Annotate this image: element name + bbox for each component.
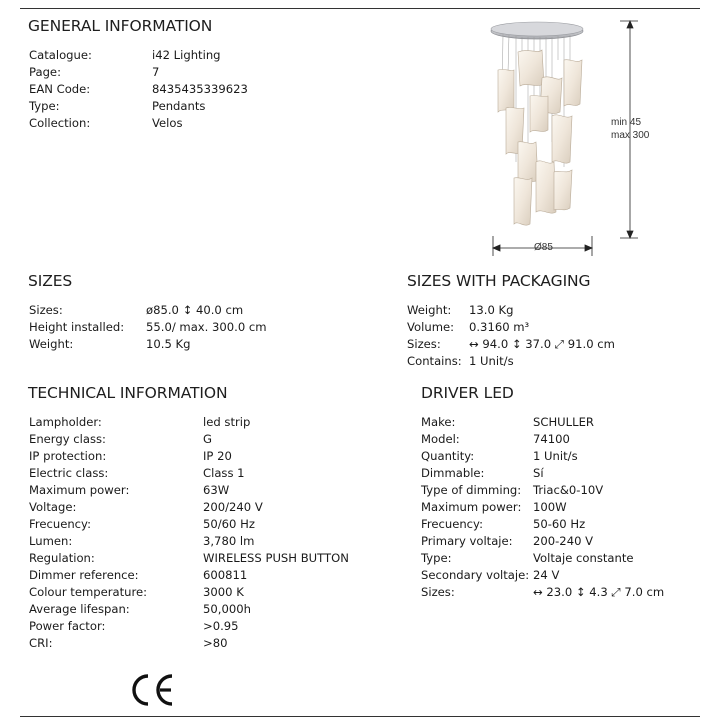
packaging-sizes-list (407, 302, 615, 370)
sizes-value: 55.0/ max. 300.0 cm (146, 320, 267, 334)
driver-row (421, 431, 664, 448)
technical-value: WIRELESS PUSH BUTTON (203, 551, 349, 565)
driver-value: 1 Unit/s (533, 449, 578, 463)
driver-row (421, 567, 664, 584)
driver-row (421, 465, 664, 482)
driver-value: ↔ 23.0 ↕ 4.3 ⤢ 7.0 cm (533, 585, 665, 599)
driver-value: 50-60 Hz (533, 517, 586, 531)
technical-row (29, 550, 349, 567)
technical-value: 200/240 V (203, 500, 263, 514)
technical-row (29, 601, 349, 618)
technical-information-list (29, 414, 349, 652)
technical-value: >0.95 (203, 619, 239, 633)
general-value: Velos (152, 116, 183, 130)
driver-value: Triac&0-10V (533, 483, 604, 497)
packaging-value: 13.0 Kg (469, 303, 514, 317)
packaging-value: ↔ 94.0 ↕ 37.0 ⤢ 91.0 cm (469, 337, 615, 351)
driver-row (421, 533, 664, 550)
sizes-list (29, 302, 267, 353)
technical-row (29, 635, 349, 652)
technical-row (29, 499, 349, 516)
technical-row (29, 482, 349, 499)
technical-value: 600811 (203, 568, 248, 582)
technical-label: Electric class: (29, 466, 109, 480)
technical-label: Regulation: (29, 551, 95, 565)
technical-label: Average lifespan: (29, 602, 130, 616)
technical-value: 3000 K (203, 585, 244, 599)
driver-led-heading: DRIVER LED (421, 384, 514, 402)
technical-value: 3,780 lm (203, 534, 255, 548)
driver-row (421, 550, 664, 567)
sizes-row (29, 319, 267, 336)
technical-value: >80 (203, 636, 228, 650)
technical-label: Lampholder: (29, 415, 102, 429)
driver-label: Quantity: (421, 449, 475, 463)
ce-certification-mark (128, 672, 176, 708)
general-row (29, 47, 248, 64)
driver-value: 74100 (533, 432, 570, 446)
sizes-value: ø85.0 ↕ 40.0 cm (146, 303, 244, 317)
driver-label: Type of dimming: (421, 483, 522, 497)
technical-value: 50/60 Hz (203, 517, 255, 531)
sizes-label: Height installed: (29, 320, 125, 334)
sizes-row (29, 336, 267, 353)
driver-row (421, 482, 664, 499)
sizes-heading: SIZES (28, 272, 73, 290)
technical-label: Voltage: (29, 500, 77, 514)
driver-row (421, 414, 664, 431)
technical-row (29, 465, 349, 482)
packaging-row (407, 336, 615, 353)
driver-row (421, 584, 664, 601)
technical-row (29, 431, 349, 448)
driver-label: Primary voltaje: (421, 534, 513, 548)
driver-row (421, 516, 664, 533)
technical-value: IP 20 (203, 449, 232, 463)
technical-row (29, 448, 349, 465)
canopy (491, 22, 583, 39)
general-value: 8435435339623 (152, 82, 248, 96)
sizes-row (29, 302, 267, 319)
general-row (29, 64, 248, 81)
general-value: i42 Lighting (152, 48, 221, 62)
general-label: EAN Code: (29, 82, 91, 96)
driver-label: Sizes: (421, 585, 455, 599)
driver-label: Secondary voltaje: (421, 568, 530, 582)
general-value: Pendants (152, 99, 206, 113)
general-label: Type: (29, 99, 60, 113)
driver-label: Model: (421, 432, 460, 446)
general-information-heading: GENERAL INFORMATION (28, 17, 213, 35)
general-value: 7 (152, 65, 160, 79)
driver-label: Type: (421, 551, 452, 565)
packaging-label: Sizes: (407, 337, 441, 351)
technical-row (29, 516, 349, 533)
glass-blades (498, 50, 582, 225)
general-information-list (29, 47, 248, 132)
driver-row (421, 499, 664, 516)
driver-row (421, 448, 664, 465)
technical-label: Frecuency: (29, 517, 91, 531)
driver-label: Dimmable: (421, 466, 485, 480)
technical-value: 63W (203, 483, 230, 497)
technical-value: G (203, 432, 212, 446)
technical-row (29, 414, 349, 431)
technical-label: CRI: (29, 636, 53, 650)
technical-label: Energy class: (29, 432, 106, 446)
general-row (29, 81, 248, 98)
bottom-rule (20, 716, 700, 717)
packaging-value: 1 Unit/s (469, 354, 514, 368)
height-min-label: min 45 (611, 117, 642, 128)
general-label: Catalogue: (29, 48, 92, 62)
height-max-label: max 300 (611, 130, 650, 141)
packaging-row (407, 302, 615, 319)
driver-value: 200-240 V (533, 534, 594, 548)
technical-value: 50,000h (203, 602, 251, 616)
driver-label: Make: (421, 415, 456, 429)
general-label: Page: (29, 65, 61, 79)
driver-label: Maximum power: (421, 500, 522, 514)
technical-row (29, 567, 349, 584)
technical-row (29, 618, 349, 635)
technical-value: led strip (203, 415, 251, 429)
packaging-label: Weight: (407, 303, 452, 317)
packaging-label: Contains: (407, 354, 462, 368)
sizes-label: Sizes: (29, 303, 63, 317)
top-rule (20, 8, 700, 9)
technical-label: Lumen: (29, 534, 73, 548)
technical-row (29, 533, 349, 550)
driver-value: 24 V (533, 568, 560, 582)
packaging-row (407, 319, 615, 336)
technical-value: Class 1 (203, 466, 245, 480)
diameter-label: Ø85 (534, 242, 553, 253)
general-label: Collection: (29, 116, 91, 130)
sizes-label: Weight: (29, 337, 74, 351)
technical-label: Dimmer reference: (29, 568, 139, 582)
technical-label: Colour temperature: (29, 585, 148, 599)
packaging-row (407, 353, 615, 370)
driver-led-list (421, 414, 664, 601)
packaging-value: 0.3160 m³ (469, 320, 530, 334)
technical-label: IP protection: (29, 449, 107, 463)
technical-label: Maximum power: (29, 483, 130, 497)
packaging-label: Volume: (407, 320, 455, 334)
driver-label: Frecuency: (421, 517, 483, 531)
technical-row (29, 584, 349, 601)
driver-value: 100W (533, 500, 567, 514)
general-row (29, 115, 248, 132)
technical-label: Power factor: (29, 619, 106, 633)
packaging-sizes-heading: SIZES WITH PACKAGING (407, 272, 591, 290)
driver-value: Voltaje constante (533, 551, 634, 565)
technical-information-heading: TECHNICAL INFORMATION (28, 384, 228, 402)
driver-value: SCHULLER (533, 415, 594, 429)
driver-value: Sí (533, 466, 544, 480)
general-row (29, 98, 248, 115)
sizes-value: 10.5 Kg (146, 337, 191, 351)
